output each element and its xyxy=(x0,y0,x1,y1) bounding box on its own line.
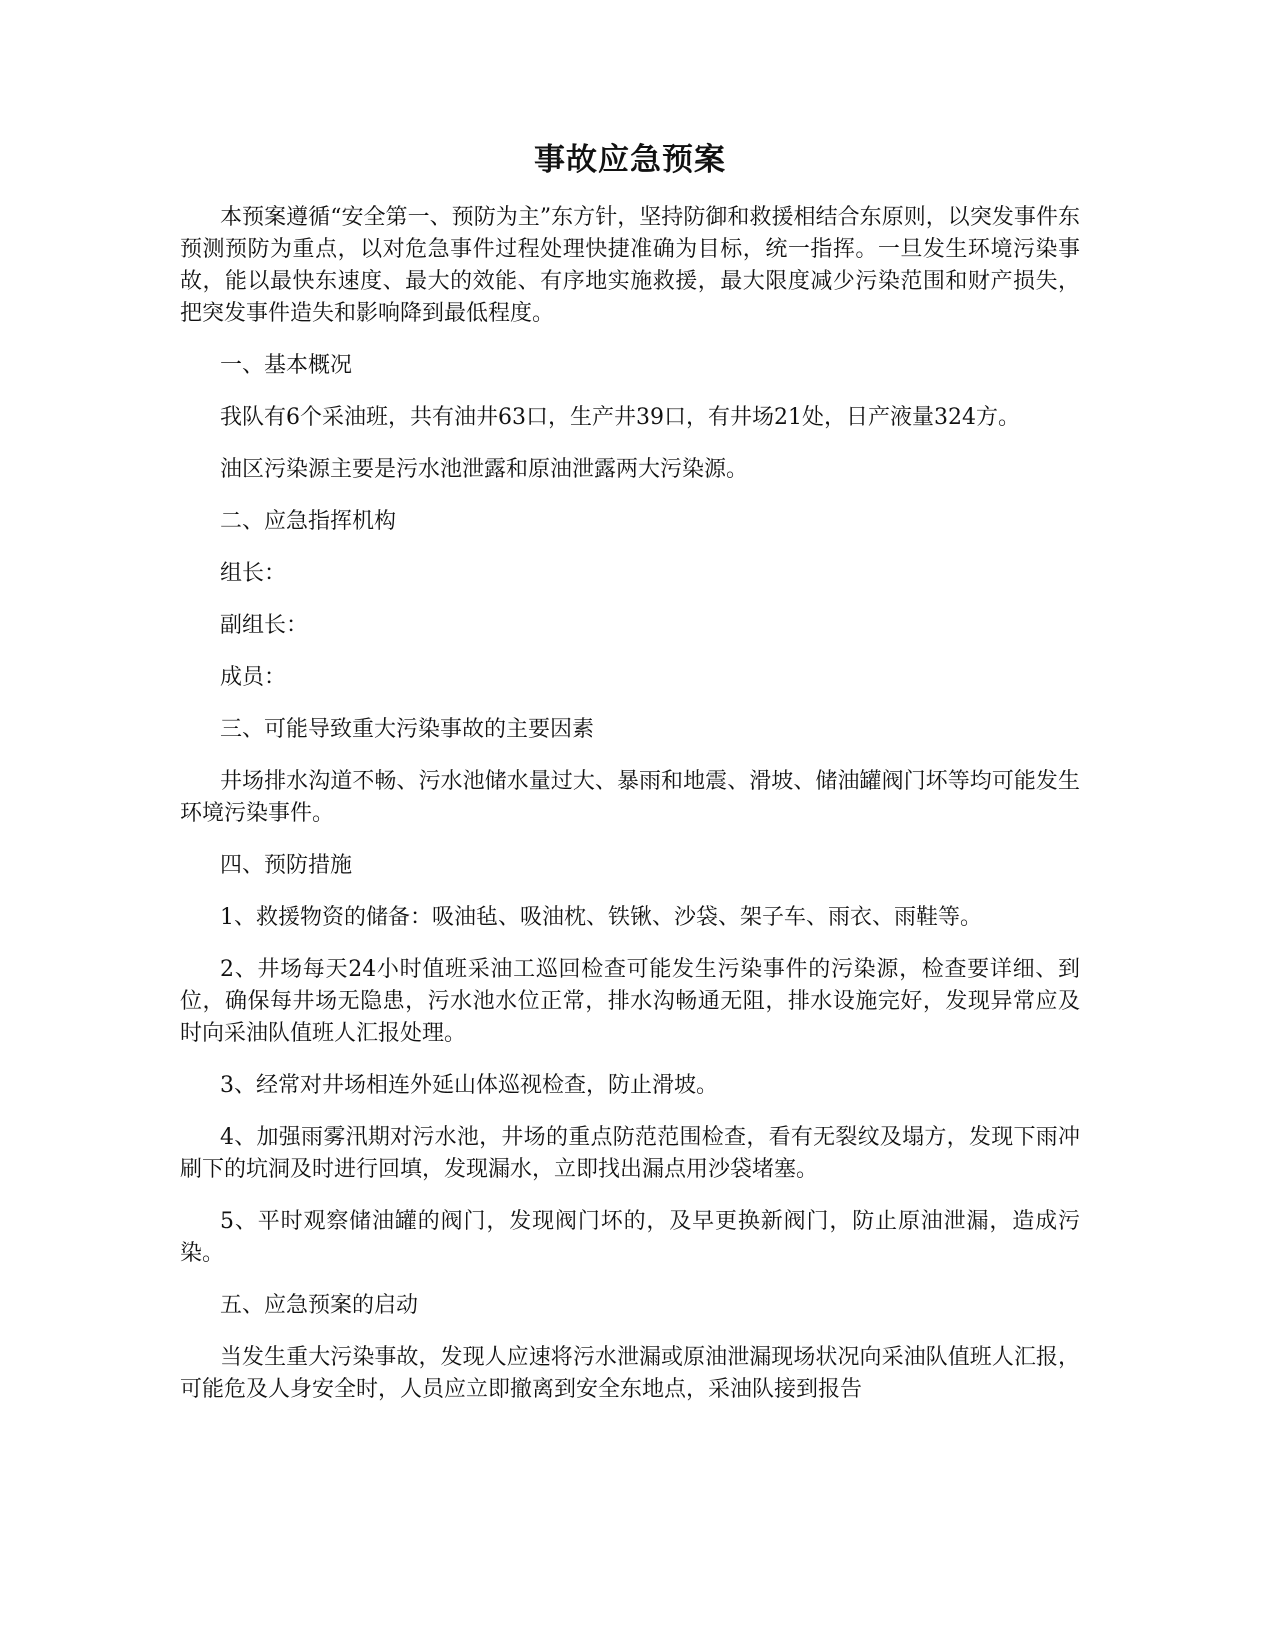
members-line: 成员： xyxy=(220,665,287,691)
document-page xyxy=(180,140,1080,1426)
section-heading-command: 二、应急指挥机构 xyxy=(220,509,397,535)
overview-paragraph: 我队有6个采油班，共有油井63口，生产井39口，有井场21处，日产液量324方。 xyxy=(220,405,1020,431)
pollution-source-paragraph: 油区污染源主要是污水池泄露和原油泄露两大污染源。 xyxy=(220,457,749,483)
prevention-item-2: 2、井场每天24小时值班采油工巡回检查可能发生污染事件的污染源，检查要详细、到位，确保每井场无隐患，污水池水位正常，排水沟畅通无阻，排水设施完好，发现异常应及时向采油队值班人汇报处理。 xyxy=(180,957,1080,1047)
deputy-leader-line: 副组长： xyxy=(220,613,309,639)
leader-line: 组长： xyxy=(220,561,287,587)
document-title: 事故应急预案 xyxy=(534,142,726,178)
intro-paragraph: 本预案遵循“安全第一、预防为主”东方针，坚持防御和救援相结合东原则，以突发事件东预测预防为重点，以对危急事件过程处理快捷准确为目标，统一指挥。一旦发生环境污染事故，能以最快东速度、最大的效能、有序地实施救援，最大限度减少污染范围和财产损失，把突发事件造失和影响降到最低程度。 xyxy=(180,205,1080,327)
section-heading-activation: 五、应急预案的启动 xyxy=(220,1293,419,1319)
section-heading-overview: 一、基本概况 xyxy=(220,353,353,379)
activation-paragraph: 当发生重大污染事故，发现人应速将污水泄漏或原油泄漏现场状况向采油队值班人汇报，可能危及人身安全时，人员应立即撤离到安全东地点，采油队接到报告 xyxy=(180,1345,1080,1403)
prevention-item-4: 4、加强雨雾汛期对污水池，井场的重点防范范围检查，看有无裂纹及塌方，发现下雨冲刷下的坑洞及时进行回填，发现漏水，立即找出漏点用沙袋堵塞。 xyxy=(180,1125,1080,1183)
factors-paragraph: 井场排水沟道不畅、污水池储水量过大、暴雨和地震、滑坡、储油罐阀门坏等均可能发生环境污染事件。 xyxy=(180,769,1080,827)
prevention-item-3: 3、经常对井场相连外延山体巡视检查，防止滑坡。 xyxy=(220,1073,718,1099)
prevention-item-5: 5、平时观察储油罐的阀门，发现阀门坏的，及早更换新阀门，防止原油泄漏，造成污染。 xyxy=(180,1209,1080,1267)
section-heading-prevention: 四、预防措施 xyxy=(220,853,353,879)
section-heading-factors: 三、可能导致重大污染事故的主要因素 xyxy=(220,717,595,743)
prevention-item-1: 1、救援物资的储备：吸油毡、吸油枕、铁锹、沙袋、架子车、雨衣、雨鞋等。 xyxy=(220,905,982,931)
